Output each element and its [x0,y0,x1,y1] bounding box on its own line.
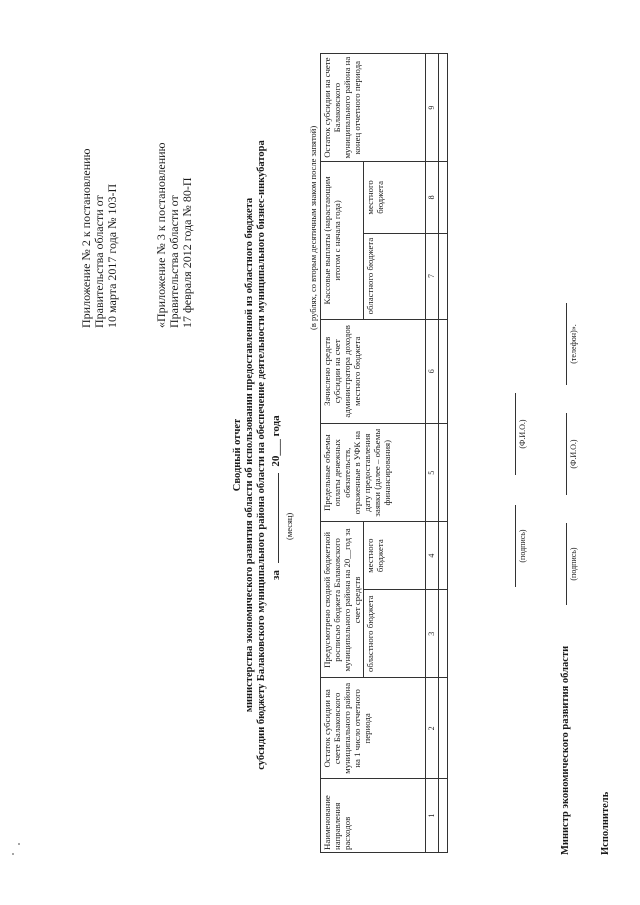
executor-signature-line [566,523,567,605]
minister-signature-line [515,505,516,587]
col-header-balance-end: Остаток субсидии на счете Балаковского муниципального района на конец отчетного периода [321,54,426,162]
minister-label: Министр экономического развития области [560,645,571,855]
period-caption: (месяц) [284,512,294,540]
subheader-local: местного бюджета [364,522,426,590]
subheader-local: местного бюджета [364,162,426,233]
col-header-budget-planned: Предусмотрено сводной бюджетной росписью бюджета Балаковского муниципального района на 20__год за счет средств [321,522,364,678]
title-line: министерства экономического развития области об использовании предоставленной из областного бюджета [244,197,255,713]
period-prefix: за [270,570,282,580]
name-caption: (Ф.И.О.) [569,439,578,469]
subheader-regional: областного бюджета [364,233,426,319]
col-number: 4 [426,522,439,590]
title-line: Сводный отчет [232,418,243,492]
appendix-prev-line: Правительства области от [167,195,181,328]
col-number: 2 [426,678,439,779]
appendix-prev-line: 17 февраля 2012 года № 80-П [180,177,194,328]
col-number: 6 [426,319,439,423]
appendix-current-line: Приложение № 2 к постановлению [79,148,93,328]
col-header-credited: Зачислено средств субсидии на счет администратора доходов местного бюджета [321,319,426,423]
appendix-previous [155,8,194,328]
units-note: (в рублях, со вторым десятичным знаком после запятой) [308,125,318,330]
phone-caption: (телефон)». [569,324,578,364]
col-number: 8 [426,162,439,233]
col-number: 1 [426,779,439,853]
scan-speck [12,853,14,855]
executor-label: Исполнитель [600,791,611,855]
col-number: 9 [426,54,439,162]
report-title [232,45,268,865]
period-year: 20___ года [270,415,282,467]
report-table [320,53,448,853]
col-number: 5 [426,424,439,522]
col-header-payment-limits: Предельные объемы оплаты денежных обязательств, отраженные в УФК на дату предоставления заявки (далее – объемы финансирования) [321,424,426,522]
appendix-prev-line: «Приложение № 3 к постановлению [154,142,168,328]
col-number: 7 [426,233,439,319]
minister-name-line [515,393,516,475]
executor-name-line [566,413,567,495]
signature-caption: (подпись) [518,529,527,563]
appendix-current-line: 10 марта 2017 года № 103-П [105,183,119,328]
col-header-cash-payments: Кассовые выплаты (нарастающим итогом с начала года) [321,162,364,319]
period-line [270,415,282,580]
phone-line [566,303,567,385]
col-number: 3 [426,589,439,678]
appendix-current [80,8,119,328]
appendix-current-line: Правительства области от [92,195,106,328]
signature-caption: (подпись) [569,547,578,581]
title-line: субсидии бюджету Балаковского муниципального района области на обеспечение деятельности муниципального бизнес-инкубатора [256,140,267,770]
scan-speck [18,843,20,845]
table-row [439,54,448,853]
col-header-balance-start: Остаток субсидии на счете Балаковского муниципального района на 1 число отчетного периода [321,678,426,779]
col-header-expense-direction: Наименование направления расходов [321,779,426,853]
name-caption: (Ф.И.О.) [518,419,527,449]
subheader-regional: областного бюджета [364,589,426,678]
